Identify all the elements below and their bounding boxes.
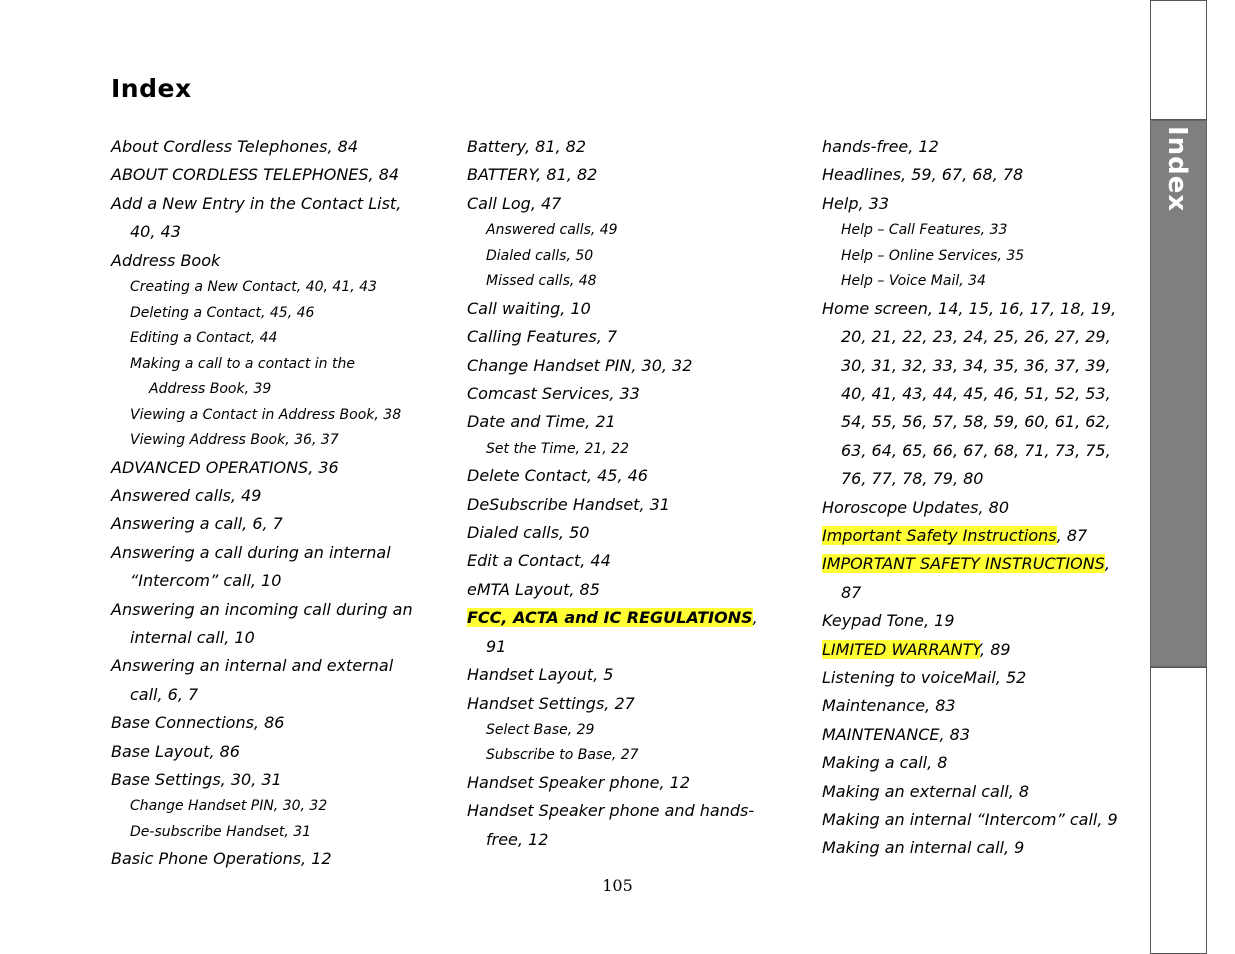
index-entry — [111, 652, 431, 709]
index-entry-line: 30, 31, 32, 33, 34, 35, 36, 37, 39, — [841, 355, 1111, 375]
index-entry-line — [822, 550, 1142, 578]
index-entry-line: Editing a Contact, 44 — [130, 330, 278, 347]
index-entry-line: ADVANCED OPERATIONS, 36 — [111, 457, 339, 477]
index-entry — [822, 550, 1142, 607]
index-entry-line: Answering a call, 6, 7 — [111, 514, 283, 534]
index-entry-line: ABOUT CORDLESS TELEPHONES, 84 — [111, 165, 400, 185]
index-entry-line: call, 6, 7 — [130, 684, 199, 704]
index-entry — [822, 190, 1142, 218]
index-entry-line: Home screen, 14, 15, 16, 17, 18, 19, — [822, 298, 1117, 318]
index-entry — [467, 462, 797, 490]
index-entry — [822, 692, 1142, 720]
index-entry-line: Add a New Entry in the Contact List, — [111, 193, 402, 213]
index-entry-line: Base Layout, 86 — [111, 741, 240, 761]
index-entry-line: Making an internal call, 9 — [822, 838, 1025, 858]
index-entry-line: Keypad Tone, 19 — [822, 611, 955, 631]
entry-suffix: , 87 — [1056, 525, 1088, 545]
index-entry-line: Answering an internal and external — [111, 656, 394, 676]
index-entry-line — [822, 522, 1142, 550]
index-entry-line — [822, 636, 1142, 664]
index-subentry — [111, 326, 431, 352]
index-entry-line: Dialed calls, 50 — [486, 247, 594, 264]
index-entry — [467, 352, 797, 380]
index-entry-line: Change Handset PIN, 30, 32 — [467, 355, 693, 375]
index-entry-line: Deleting a Contact, 45, 46 — [130, 304, 315, 321]
index-entry-line: Date and Time, 21 — [467, 412, 616, 432]
index-entry-line: Making a call to a contact in the — [130, 355, 355, 372]
index-entry-line: 40, 43 — [130, 222, 181, 242]
index-subentry — [111, 403, 431, 429]
index-entry — [467, 491, 797, 519]
index-entry-line: 20, 21, 22, 23, 24, 25, 26, 27, 29, — [841, 327, 1111, 347]
index-entry-line: Headlines, 59, 67, 68, 78 — [822, 165, 1024, 185]
index-entry — [467, 797, 797, 854]
index-entry-line: Maintenance, 83 — [822, 696, 956, 716]
highlighted-text: Important Safety Instructions — [822, 525, 1057, 545]
index-entry — [111, 482, 431, 510]
index-entry — [111, 709, 431, 737]
entry-suffix: , — [752, 608, 758, 628]
index-entry — [111, 766, 431, 794]
index-entry-line: Set the Time, 21, 22 — [486, 440, 629, 457]
index-entry — [111, 247, 431, 275]
index-entry — [822, 664, 1142, 692]
index-subentry — [467, 743, 797, 769]
index-entry — [111, 454, 431, 482]
side-tab-bottom — [1150, 667, 1207, 954]
index-entry-line: Basic Phone Operations, 12 — [111, 849, 332, 869]
index-entry — [467, 408, 797, 436]
index-entry-line: Call waiting, 10 — [467, 298, 591, 318]
index-entry-line: Answering an incoming call during an — [111, 599, 413, 619]
index-entry — [822, 161, 1142, 189]
index-subentry — [111, 352, 431, 403]
index-entry-line: Creating a New Contact, 40, 41, 43 — [130, 279, 377, 296]
index-subentry — [111, 275, 431, 301]
index-entry — [111, 845, 431, 873]
index-entry-line: Making a call, 8 — [822, 753, 948, 773]
index-entry — [111, 161, 431, 189]
index-entry-line: free, 12 — [486, 829, 549, 849]
index-entry — [822, 494, 1142, 522]
index-column-1 — [111, 133, 431, 874]
index-entry — [467, 323, 797, 351]
index-subentry — [822, 244, 1142, 270]
index-entry-line: Handset Speaker phone, 12 — [467, 772, 691, 792]
index-entry-line: Base Connections, 86 — [111, 713, 285, 733]
index-subentry — [467, 244, 797, 270]
index-entry — [822, 721, 1142, 749]
index-entry-line: 63, 64, 65, 66, 67, 68, 71, 73, 75, — [841, 440, 1111, 460]
index-subentry — [822, 218, 1142, 244]
index-entry — [822, 636, 1142, 664]
index-entry-line: Change Handset PIN, 30, 32 — [130, 798, 328, 815]
index-entry-line: Dialed calls, 50 — [467, 523, 590, 543]
index-entry-line: Delete Contact, 45, 46 — [467, 466, 648, 486]
index-entry — [822, 749, 1142, 777]
index-entry-line — [467, 604, 797, 632]
index-entry-line: Handset Layout, 5 — [467, 665, 614, 685]
page-title: Index — [111, 74, 192, 103]
index-entry — [467, 161, 797, 189]
side-tab-label: Index — [1162, 126, 1192, 213]
index-entry-line: Answered calls, 49 — [486, 222, 618, 239]
index-entry — [467, 547, 797, 575]
index-entry-line: internal call, 10 — [130, 627, 255, 647]
index-entry — [467, 133, 797, 161]
index-entry — [822, 607, 1142, 635]
index-entry-line: Base Settings, 30, 31 — [111, 770, 282, 789]
side-tab-top — [1150, 0, 1207, 120]
index-column-2 — [467, 133, 797, 854]
highlighted-text: IMPORTANT SAFETY INSTRUCTIONS — [822, 554, 1105, 574]
index-entry-line: Viewing Address Book, 36, 37 — [130, 432, 339, 449]
index-entry-line: Select Base, 29 — [486, 721, 595, 738]
index-entry — [111, 738, 431, 766]
index-entry — [111, 133, 431, 161]
index-subentry — [111, 820, 431, 846]
index-entry — [111, 596, 431, 653]
index-entry-line: 76, 77, 78, 79, 80 — [841, 469, 984, 489]
index-entry — [467, 604, 797, 661]
index-entry-line: Horoscope Updates, 80 — [822, 497, 1010, 517]
index-entry — [467, 190, 797, 218]
index-entry-line: Address Book — [111, 250, 221, 270]
index-entry-line: Help – Voice Mail, 34 — [841, 273, 986, 290]
index-entry — [111, 510, 431, 538]
index-entry-line: Battery, 81, 82 — [467, 137, 587, 156]
index-entry-line: Listening to voiceMail, 52 — [822, 668, 1027, 687]
index-entry — [467, 661, 797, 689]
highlighted-text: FCC, ACTA and IC REGULATIONS — [467, 608, 753, 628]
index-entry-line: Call Log, 47 — [467, 193, 562, 213]
index-entry-line: Viewing a Contact in Address Book, 38 — [130, 406, 402, 423]
index-entry-line: 40, 41, 43, 44, 45, 46, 51, 52, 53, — [841, 383, 1111, 403]
index-entry-line: Help – Call Features, 33 — [841, 222, 1008, 239]
index-entry-line: eMTA Layout, 85 — [467, 579, 600, 599]
index-entry-line: Making an external call, 8 — [822, 781, 1030, 801]
index-entry-line: DeSubscribe Handset, 31 — [467, 494, 670, 514]
index-subentry — [111, 428, 431, 454]
index-entry-line: 87 — [841, 582, 862, 602]
index-entry-line: 54, 55, 56, 57, 58, 59, 60, 61, 62, — [841, 412, 1111, 432]
index-entry-line: hands-free, 12 — [822, 137, 939, 156]
index-entry-line: Subscribe to Base, 27 — [486, 747, 639, 764]
index-entry-line: Edit a Contact, 44 — [467, 551, 611, 571]
index-subentry — [467, 718, 797, 744]
index-entry-line: About Cordless Telephones, 84 — [111, 137, 358, 156]
index-subentry — [467, 437, 797, 463]
index-entry — [822, 778, 1142, 806]
index-entry — [822, 295, 1142, 494]
index-entry-line: De-subscribe Handset, 31 — [130, 823, 312, 840]
index-subentry — [111, 301, 431, 327]
index-entry — [467, 576, 797, 604]
index-entry-line: “Intercom” call, 10 — [130, 571, 282, 591]
index-entry — [467, 519, 797, 547]
index-entry — [111, 190, 431, 247]
index-entry — [822, 133, 1142, 161]
index-entry-line: Answering a call during an internal — [111, 542, 391, 562]
index-entry — [467, 690, 797, 718]
entry-suffix: , 89 — [980, 639, 1011, 659]
index-entry-line: Handset Speaker phone and hands- — [467, 801, 755, 821]
index-entry-line: Help, 33 — [822, 193, 890, 213]
index-entry-line: 91 — [486, 636, 507, 656]
index-entry-line: Missed calls, 48 — [486, 273, 597, 290]
index-entry-line: MAINTENANCE, 83 — [822, 724, 971, 744]
entry-suffix: , — [1104, 554, 1110, 574]
index-entry-line: Help – Online Services, 35 — [841, 247, 1025, 264]
index-entry-line: Calling Features, 7 — [467, 327, 618, 347]
index-entry-line: Address Book, 39 — [149, 381, 272, 398]
page-number: 105 — [602, 876, 633, 895]
index-entry — [467, 769, 797, 797]
highlighted-text: LIMITED WARRANTY — [822, 639, 981, 659]
index-entry-line: Answered calls, 49 — [111, 485, 262, 505]
index-entry-line: Making an internal “Intercom” call, 9 — [822, 810, 1118, 830]
index-subentry — [111, 794, 431, 820]
index-entry — [822, 806, 1142, 834]
index-subentry — [822, 269, 1142, 295]
index-entry — [467, 295, 797, 323]
index-entry — [822, 522, 1142, 550]
index-entry-line: Comcast Services, 33 — [467, 383, 640, 403]
index-entry-line: BATTERY, 81, 82 — [467, 165, 598, 185]
index-subentry — [467, 269, 797, 295]
index-entry — [111, 539, 431, 596]
index-entry — [467, 380, 797, 408]
index-entry — [822, 834, 1142, 862]
index-entry-line: Handset Settings, 27 — [467, 693, 635, 713]
index-subentry — [467, 218, 797, 244]
index-column-3 — [822, 133, 1142, 863]
